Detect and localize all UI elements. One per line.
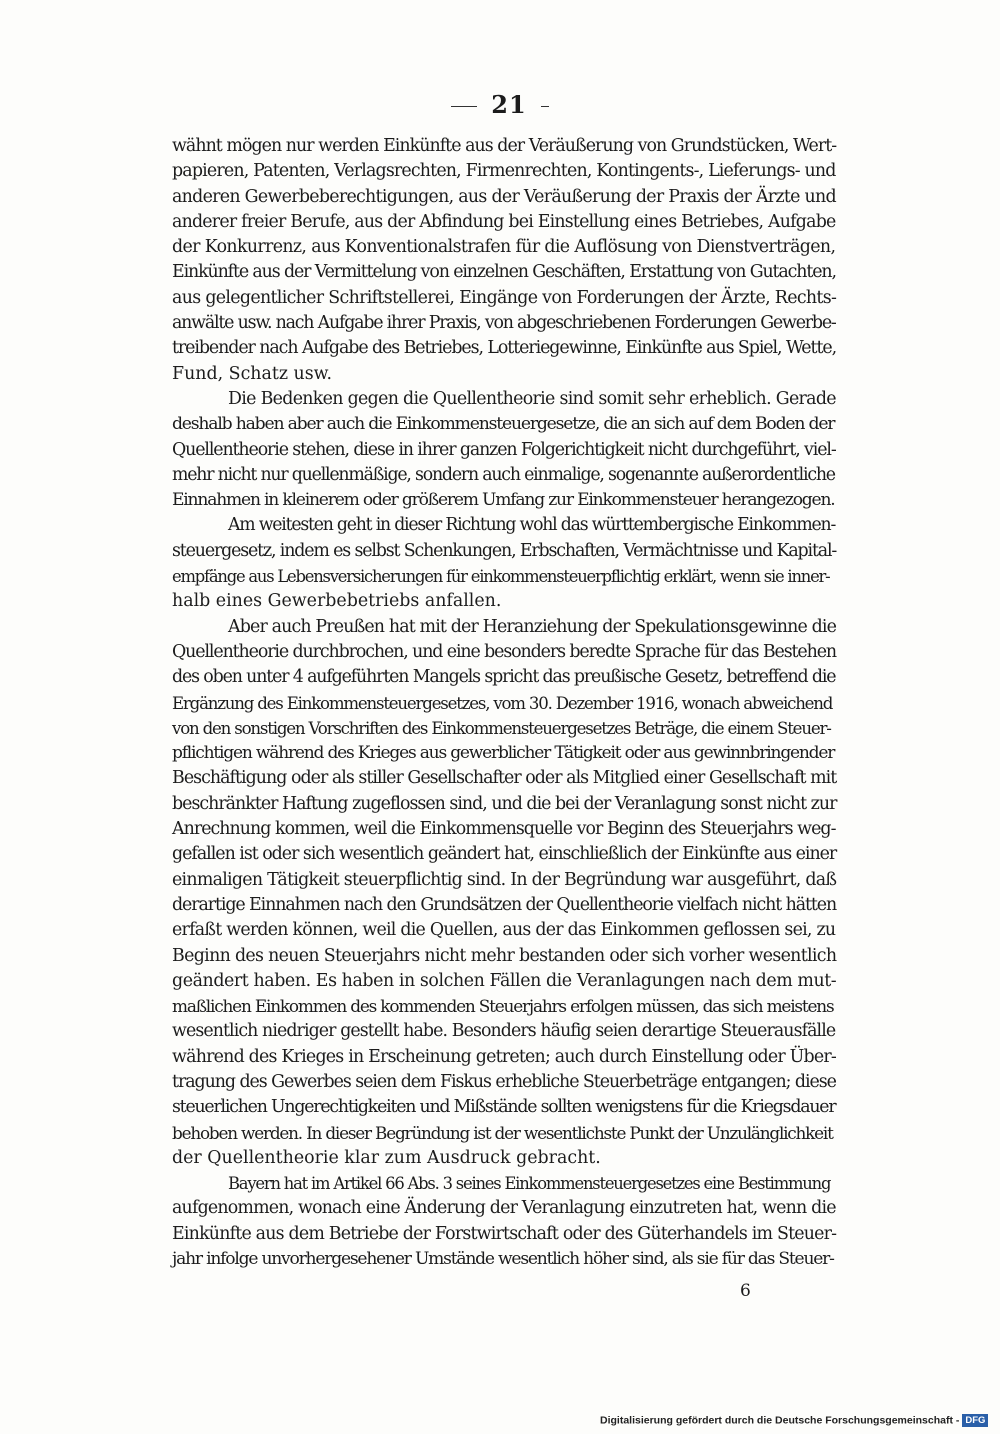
text-line: derartige Einnahmen nach den Grundsätzen der Quellentheorie vielfach nicht hätten	[172, 894, 837, 915]
body-text	[172, 134, 836, 1272]
text-line: des oben unter 4 aufgeführten Mangels spricht das preußische Gesetz, betreffend die	[172, 667, 836, 688]
text-line: mehr nicht nur quellenmäßige, sondern auch einmalige, sogenannte außerordentliche	[172, 464, 835, 485]
text-line: maßlichen Einkommen des kommenden Steuerjahrs erfolgen müssen, das sich meistens	[172, 996, 834, 1017]
text-line: empfänge aus Lebensversicherungen für einkommensteuerpflichtig erklärt, wenn sie inner-	[172, 567, 830, 587]
paragraph-5	[172, 1171, 836, 1272]
text-line: Fund, Schatz usw.	[172, 363, 333, 384]
text-line: Bayern hat im Artikel 66 Abs. 3 seines Einkommensteuergesetzes eine Bestimmung	[228, 1174, 831, 1194]
page-header	[0, 90, 1000, 119]
header-dash-right	[541, 106, 549, 107]
text-line: einmaligen Tätigkeit steuerpflichtig sind. In der Begründung war ausgeführt, daß	[172, 869, 837, 890]
text-line: pflichtigen während des Krieges aus gewerblicher Tätigkeit oder aus gewinnbringender	[172, 743, 835, 764]
dfg-logo: DFG	[962, 1414, 988, 1427]
text-line: aufgenommen, wonach eine Änderung der Veranlagung einzutreten hat, wenn die	[172, 1198, 836, 1219]
text-line: Quellentheorie stehen, diese in ihrer ganzen Folgerichtigkeit nicht durchgeführt, viel-	[172, 439, 836, 460]
text-line: während des Krieges in Erscheinung getreten; auch durch Einstellung oder Über-	[172, 1046, 836, 1067]
text-line: anderen Gewerbeberechtigungen, aus der Veräußerung der Praxis der Ärzte und	[172, 186, 836, 207]
text-line: erfaßt werden können, weil die Quellen, aus der das Einkommen geflossen sei, zu	[172, 920, 836, 941]
text-line: tragung des Gewerbes seien dem Fiskus erhebliche Steuerbeträge entgangen; diese	[172, 1071, 836, 1092]
page-number: 21	[491, 90, 527, 119]
text-line: anderer freier Berufe, aus der Abfindung bei Einstellung eines Betriebes, Aufgabe	[172, 211, 836, 232]
digitization-footer	[600, 1414, 988, 1427]
text-line: Anrechnung kommen, weil die Einkommensquelle vor Beginn des Steuerjahrs weg-	[172, 819, 836, 840]
text-line: halb eines Gewerbebetriebs anfallen.	[172, 591, 502, 612]
text-line: Beginn des neuen Steuerjahrs nicht mehr bestanden oder sich vorher wesentlich	[172, 945, 837, 966]
header-dash-left	[451, 106, 477, 107]
text-line: wesentlich niedriger gestellt habe. Besonders häufig seien derartige Steuerausfälle	[172, 1021, 836, 1042]
footer-text: Digitalisierung gefördert durch die Deutsche Forschungsgemeinschaft -	[600, 1414, 960, 1427]
text-line: Einkünfte aus dem Betriebe der Forstwirtschaft oder des Güterhandels im Steuer-	[172, 1223, 837, 1244]
text-line: geändert haben. Es haben in solchen Fällen die Veranlagungen nach dem mut-	[172, 970, 837, 991]
paragraph-1	[172, 134, 836, 387]
text-line: von den sonstigen Vorschriften des Einkommensteuergesetzes Beträge, die einem Steuer-	[172, 718, 831, 738]
text-line: wähnt mögen nur werden Einkünfte aus der Veräußerung von Grundstücken, Wert-	[172, 136, 837, 156]
text-line: jahr infolge unvorhergesehener Umstände wesentlich höher sind, als sie für das Steuer-	[172, 1249, 834, 1270]
text-line: anwälte usw. nach Aufgabe ihrer Praxis, von abgeschriebenen Forderungen Gewerbe-	[172, 313, 836, 334]
text-line: der Konkurrenz, aus Konventionalstrafen für die Auflösung von Dienstverträgen,	[172, 237, 836, 258]
paragraph-2	[172, 387, 836, 513]
text-line: treibender nach Aufgabe des Betriebes, Lotteriegewinne, Einkünfte aus Spiel, Wette,	[172, 338, 837, 359]
text-line: Ergänzung des Einkommensteuergesetzes, vom 30. Dezember 1916, wonach abweichend	[172, 693, 833, 713]
text-line: Quellentheorie durchbrochen, und eine besonders beredte Sprache für das Bestehen	[172, 641, 837, 662]
text-line: gefallen ist oder sich wesentlich geändert hat, einschließlich der Einkünfte aus einer	[172, 844, 837, 865]
text-line: Am weitesten geht in dieser Richtung wohl das württembergische Einkommen-	[228, 515, 836, 536]
text-line: Einnahmen in kleinerem oder größerem Umfang zur Einkommensteuer herangezogen.	[172, 490, 835, 511]
text-line: deshalb haben aber auch die Einkommensteuergesetze, die an sich auf dem Boden der	[172, 414, 835, 435]
text-line: Aber auch Preußen hat mit der Heranziehung der Spekulationsgewinne die	[228, 616, 837, 637]
text-line: Einkünfte aus der Vermittelung von einzelnen Geschäften, Erstattung von Gutachten,	[172, 262, 836, 283]
text-line: papieren, Patenten, Verlagsrechten, Firmenrechten, Kontingents-, Lieferungs- und	[172, 161, 836, 182]
paragraph-4	[172, 615, 836, 1172]
text-line: der Quellentheorie klar zum Ausdruck gebracht.	[172, 1147, 601, 1168]
text-line: Die Bedenken gegen die Quellentheorie sind somit sehr erheblich. Gerade	[228, 388, 836, 409]
text-line: steuergesetz, indem es selbst Schenkungen, Erbschaften, Vermächtnisse und Kapital-	[172, 540, 837, 561]
signature-mark: 6	[740, 1281, 751, 1301]
text-line: steuerlichen Ungerechtigkeiten und Mißstände sollten wenigstens für die Kriegsdauer	[172, 1097, 836, 1118]
text-line: aus gelegentlicher Schriftstellerei, Eingänge von Forderungen der Ärzte, Rechts-	[172, 287, 837, 308]
text-line: behoben werden. In dieser Begründung ist der wesentlichste Punkt der Unzulänglichkeit	[172, 1122, 833, 1143]
text-line: Beschäftigung oder als stiller Gesellschafter oder als Mitglied einer Gesellschaft mit	[172, 768, 837, 789]
text-line: beschränkter Haftung zugeflossen sind, und die bei der Veranlagung sonst nicht zur	[172, 793, 837, 814]
paragraph-3	[172, 513, 836, 614]
